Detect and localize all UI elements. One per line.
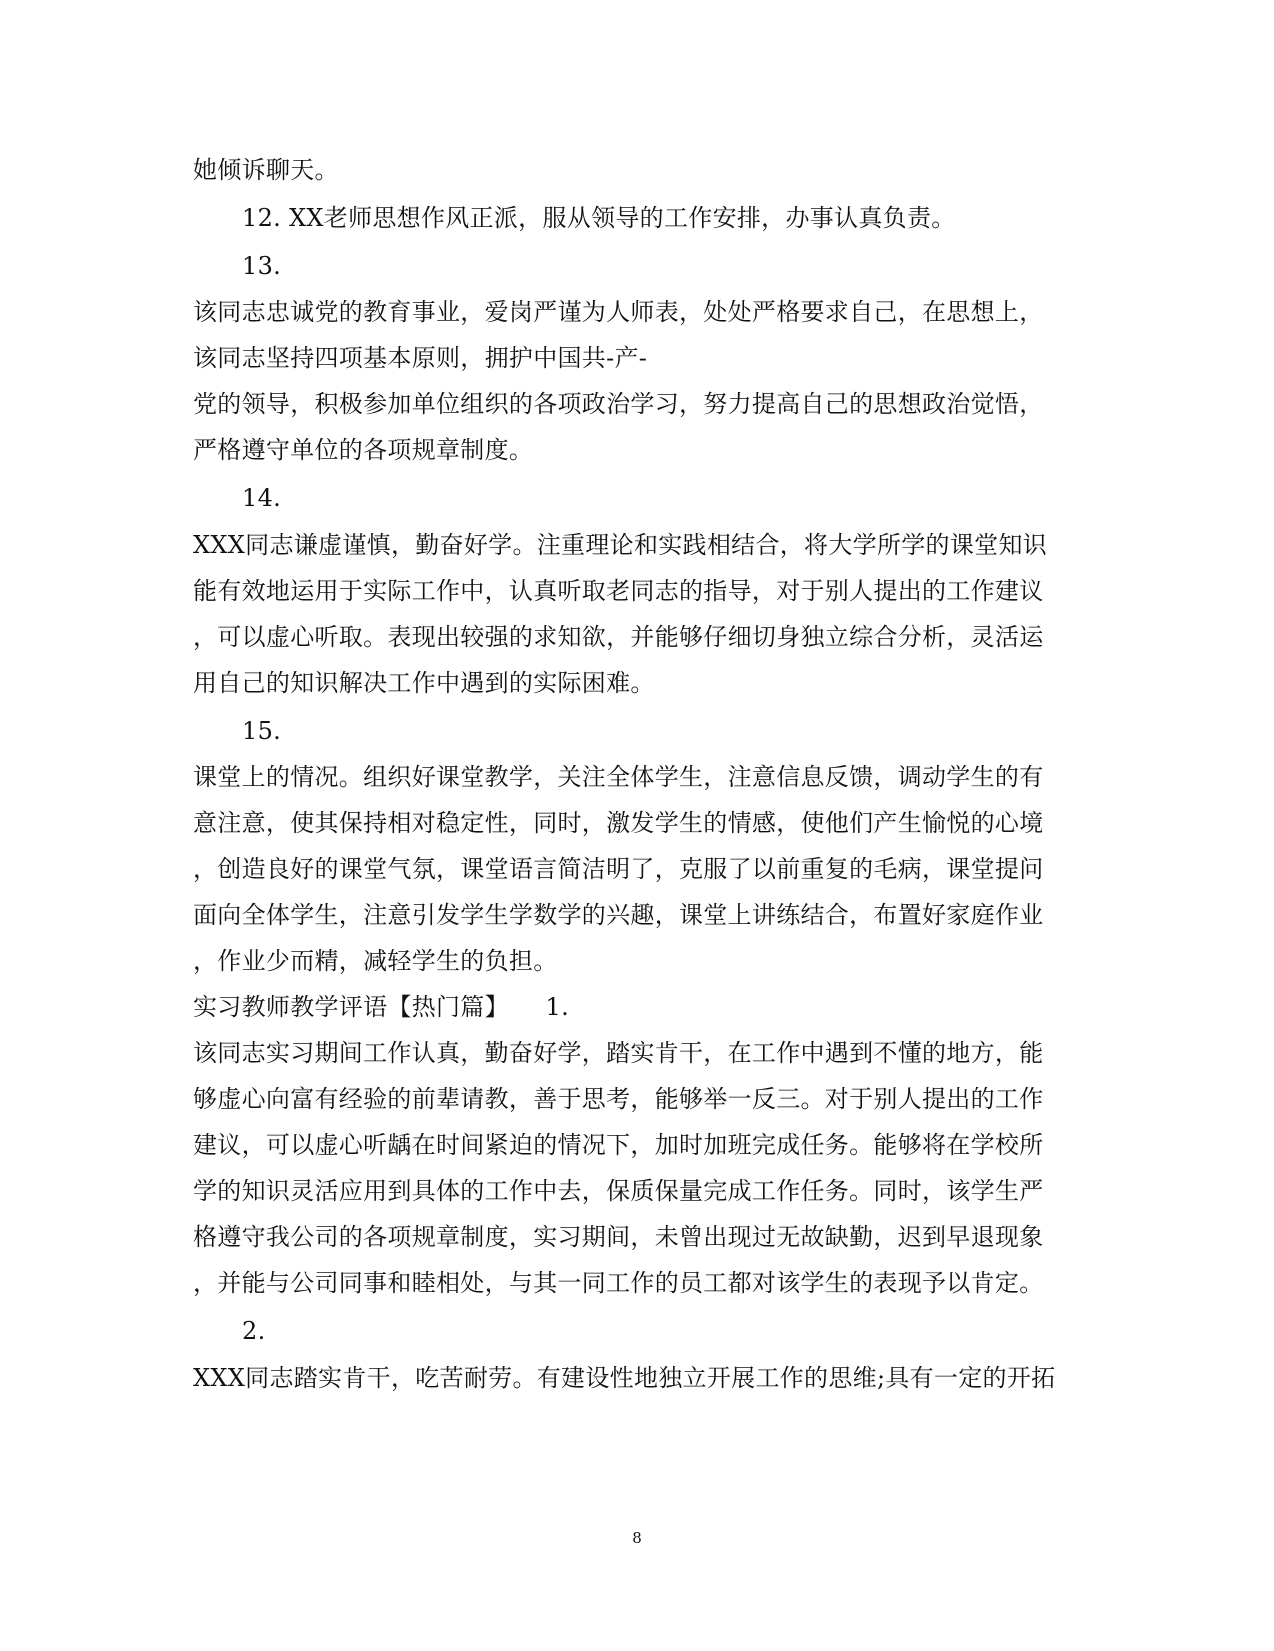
text-line: ，可以虚心听取。表现出较强的求知欲，并能够仔细切身独立综合分析，灵活运 [193, 623, 1044, 651]
page-number: 8 [632, 1529, 642, 1547]
text-line: 课堂上的情况。组织好课堂教学，关注全体学生，注意信息反馈，调动学生的有 [193, 763, 1044, 791]
text-line: 学的知识灵活应用到具体的工作中去，保质保量完成工作任务。同时，该学生严 [193, 1177, 1044, 1205]
text-line: 该同志实习期间工作认真，勤奋好学，踏实肯干，在工作中遇到不懂的地方，能 [193, 1039, 1044, 1067]
text-line: 面向全体学生，注意引发学生学数学的兴趣，课堂上讲练结合，布置好家庭作业 [193, 901, 1044, 929]
text-line: 她倾诉聊天。 [193, 156, 339, 184]
text-line: 建议，可以虚心听龋在时间紧迫的情况下，加时加班完成任务。能够将在学校所 [193, 1131, 1044, 1159]
text-line: ，作业少而精，减轻学生的负担。 [193, 947, 558, 975]
text-line: 严格遵守单位的各项规章制度。 [193, 436, 534, 464]
text-line: ，创造良好的课堂气氛，课堂语言简洁明了，克服了以前重复的毛病，课堂提问 [193, 855, 1044, 883]
text-line: 该同志坚持四项基本原则，拥护中国共-产- [193, 344, 648, 372]
text-line: 意注意，使其保持相对稳定性，同时，激发学生的情感，使他们产生愉悦的心境 [193, 809, 1044, 837]
text-line: ，并能与公司同事和睦相处，与其一同工作的员工都对该学生的表现予以肯定。 [193, 1269, 1044, 1297]
text-line: 13. [242, 252, 282, 280]
text-line: 15. [242, 717, 282, 745]
text-line: 格遵守我公司的各项规章制度，实习期间，未曾出现过无故缺勤，迟到早退现象 [193, 1223, 1044, 1251]
text-line: 14. [242, 484, 282, 512]
section-heading: 实习教师教学评语【热门篇】 1. [193, 993, 569, 1021]
text-line: 能有效地运用于实际工作中，认真听取老同志的指导，对于别人提出的工作建议 [193, 577, 1044, 605]
text-line: 该同志忠诚党的教育事业，爱岗严谨为人师表，处处严格要求自己，在思想上， [193, 298, 1044, 326]
text-line: 用自己的知识解决工作中遇到的实际困难。 [193, 669, 655, 697]
text-line: XXX同志踏实肯干，吃苦耐劳。有建设性地独立开展工作的思维;具有一定的开拓 [193, 1364, 1056, 1392]
text-line: 够虚心向富有经验的前辈请教，善于思考，能够举一反三。对于别人提出的工作 [193, 1085, 1044, 1113]
text-line: XXX同志谦虚谨慎，勤奋好学。注重理论和实践相结合，将大学所学的课堂知识 [193, 531, 1048, 559]
text-line: 2. [242, 1317, 266, 1345]
text-line: 党的领导，积极参加单位组织的各项政治学习，努力提高自己的思想政治觉悟， [193, 390, 1044, 418]
text-line: 12. XX老师思想作风正派，服从领导的工作安排，办事认真负责。 [242, 204, 956, 232]
